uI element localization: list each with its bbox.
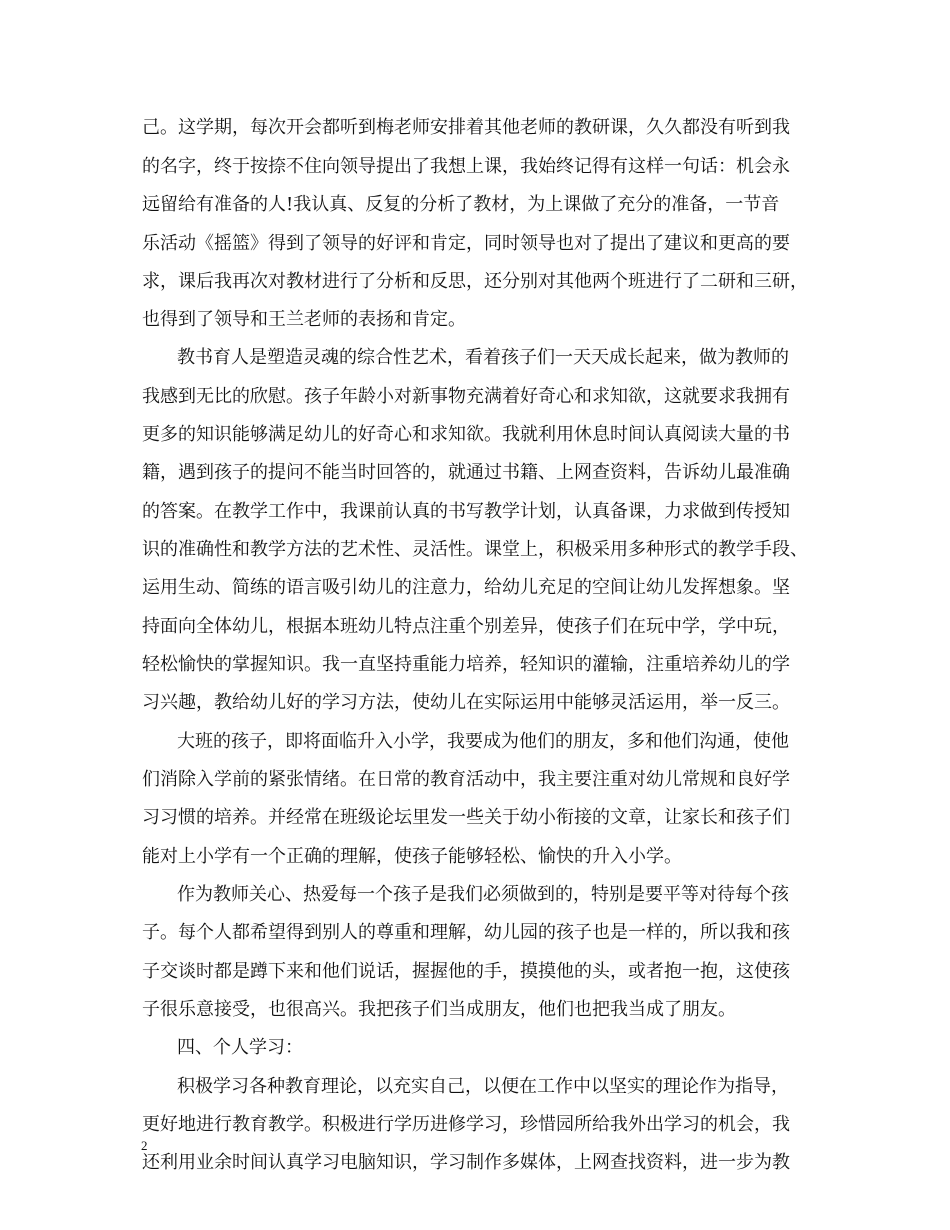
page-number: 2 bbox=[141, 1138, 148, 1153]
text-line: 我感到无比的欣慰。孩子年龄小对新事物充满着好奇心和求知欲，这就要求我拥有 bbox=[142, 386, 790, 407]
text-line: 运用生动、简练的语言吸引幼儿的注意力，给幼儿充足的空间让幼儿发挥想象。坚 bbox=[142, 577, 790, 598]
text-line: 教书育人是塑造灵魂的综合性艺术，看着孩子们一天天成长起来，做为教师的 bbox=[177, 347, 789, 368]
text-line: 识的准确性和教学方法的艺术性、灵活性。课堂上，积极采用多种形式的教学手段、 bbox=[142, 539, 808, 560]
text-line: 子。每个人都希望得到别人的尊重和理解，幼儿园的孩子也是一样的，所以我和孩 bbox=[142, 922, 790, 943]
text-line: 也得到了领导和王兰老师的表扬和肯定。 bbox=[142, 309, 466, 330]
text-line: 还利用业余时间认真学习电脑知识，学习制作多媒体，上网查找资料，进一步为教 bbox=[142, 1152, 790, 1173]
text-line: 轻松愉快的掌握知识。我一直坚持重能力培养，轻知识的灌输，注重培养幼儿的学 bbox=[142, 654, 790, 675]
text-line: 求，课后我再次对教材进行了分析和反思，还分别对其他两个班进行了二研和三研， bbox=[142, 271, 808, 292]
text-line: 们消除入学前的紧张情绪。在日常的教育活动中，我主要注重对幼儿常规和良好学 bbox=[142, 769, 790, 790]
text-line: 籍，遇到孩子的提问不能当时回答的，就通过书籍、上网查资料，告诉幼儿最准确 bbox=[142, 462, 790, 483]
text-line: 的答案。在教学工作中，我课前认真的书写教学计划，认真备课，力求做到传授知 bbox=[142, 501, 790, 522]
section-heading: 四、个人学习： bbox=[177, 1037, 303, 1058]
text-line: 积极学习各种教育理论，以充实自己，以便在工作中以坚实的理论作为指导， bbox=[177, 1076, 789, 1097]
text-line: 乐活动《摇篮》得到了领导的好评和肯定，同时领导也对了提出了建议和更高的要 bbox=[142, 233, 790, 254]
text-line: 习习惯的培养。并经常在班级论坛里发一些关于幼小衔接的文章，让家长和孩子们 bbox=[142, 807, 790, 828]
text-line: 更好地进行教育教学。积极进行学历进修学习，珍惜园所给我外出学习的机会，我 bbox=[142, 1114, 790, 1135]
text-line: 远留给有准备的人!我认真、反复的分析了教材，为上课做了充分的准备，一节音 bbox=[142, 194, 780, 215]
text-line: 大班的孩子，即将面临升入小学，我要成为他们的朋友，多和他们沟通，使他 bbox=[177, 731, 789, 752]
text-line: 子很乐意接受，也很高兴。我把孩子们当成朋友，他们也把我当成了朋友。 bbox=[142, 999, 736, 1020]
text-line: 更多的知识能够满足幼儿的好奇心和求知欲。我就利用休息时间认真阅读大量的书 bbox=[142, 424, 790, 445]
text-line: 的名字，终于按捺不住向领导提出了我想上课，我始终记得有这样一句话：机会永 bbox=[142, 156, 790, 177]
text-line: 持面向全体幼儿，根据本班幼儿特点注重个别差异，使孩子们在玩中学，学中玩， bbox=[142, 616, 790, 637]
text-line: 作为教师关心、热爱每一个孩子是我们必须做到的，特别是要平等对待每个孩 bbox=[177, 884, 789, 905]
text-line: 子交谈时都是蹲下来和他们说话，握握他的手，摸摸他的头，或者抱一抱，这使孩 bbox=[142, 961, 790, 982]
text-line: 己。这学期，每次开会都听到梅老师安排着其他老师的教研课，久久都没有听到我 bbox=[142, 117, 790, 138]
text-line: 习兴趣，教给幼儿好的学习方法，使幼儿在实际运用中能够灵活运用，举一反三。 bbox=[142, 692, 790, 713]
text-line: 能对上小学有一个正确的理解，使孩子能够轻松、愉快的升入小学。 bbox=[142, 846, 682, 867]
